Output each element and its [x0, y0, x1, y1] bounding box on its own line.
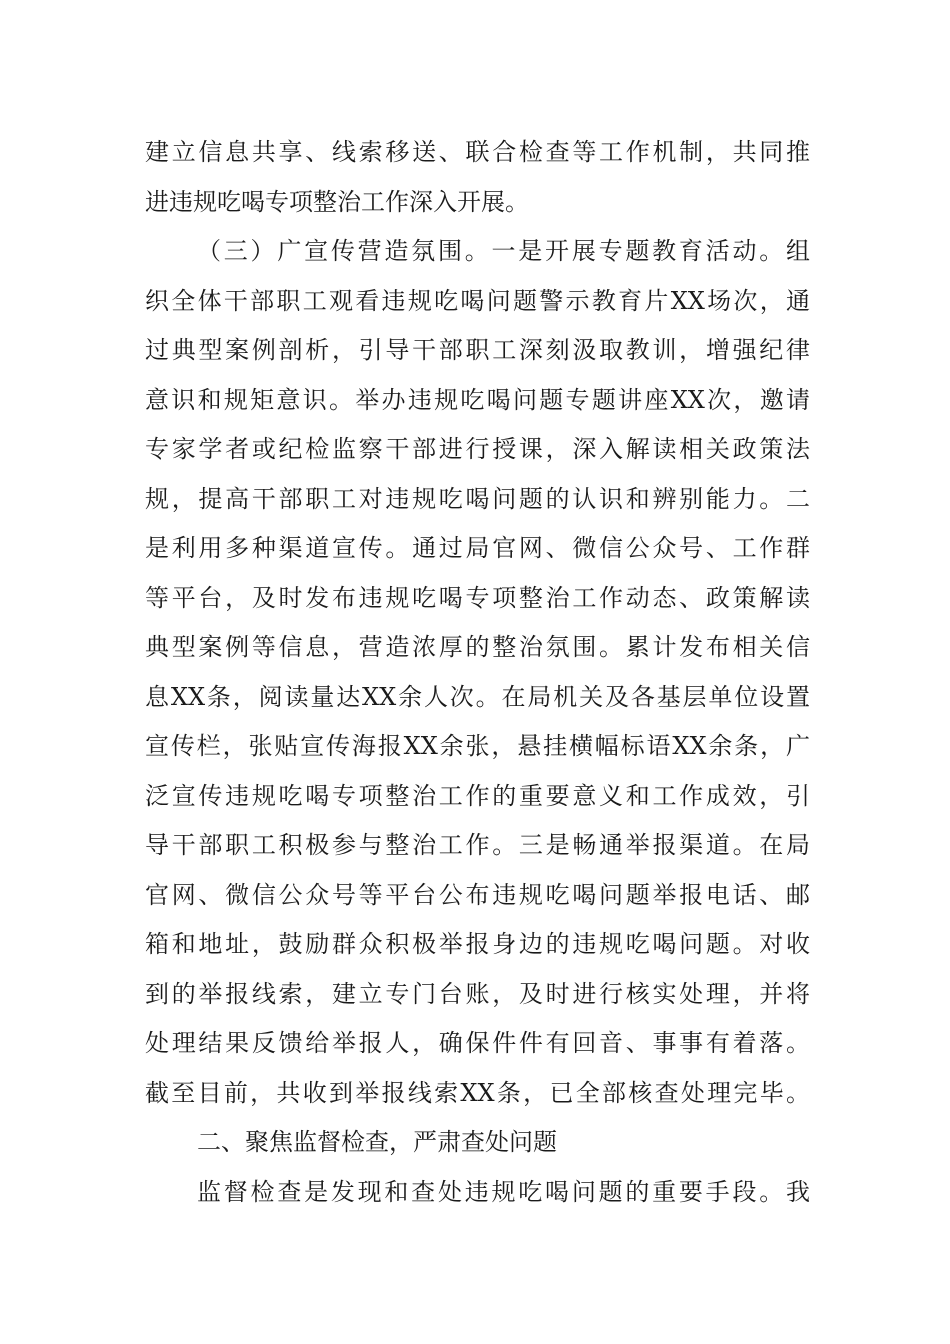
text-line-4: 织全体干部职工观看违规吃喝问题警示教育片XX场次，通: [145, 286, 810, 315]
text-line-14: 泛宣传违规吃喝专项整治工作的重要意义和工作成效，引: [145, 781, 810, 810]
text-line-12: 息XX条，阅读量达XX余人次。在局机关及各基层单位设置: [145, 682, 810, 711]
text-line-15: 导干部职工积极参与整治工作。三是畅通举报渠道。在局: [145, 831, 810, 859]
section-heading: 二、聚焦监督检查，严肃查处问题: [197, 1128, 557, 1156]
text-line-18: 到的举报线索，建立专门台账，及时进行核实处理，并将: [145, 979, 810, 1008]
text-line-16: 官网、微信公众号等平台公布违规吃喝问题举报电话、邮: [145, 880, 810, 909]
text-line-3: （三）广宣传营造氛围。一是开展专题教育活动。组: [197, 237, 810, 265]
text-line-7: 专家学者或纪检监察干部进行授课，深入解读相关政策法: [145, 435, 810, 463]
text-line-1: 建立信息共享、线索移送、联合检查等工作机制，共同推: [145, 138, 810, 166]
text-line-11: 典型案例等信息，营造浓厚的整治氛围。累计发布相关信: [145, 633, 810, 661]
text-line-6: 意识和规矩意识。举办违规吃喝问题专题讲座XX次，邀请: [145, 385, 810, 414]
text-line-9: 是利用多种渠道宣传。通过局官网、微信公众号、工作群: [145, 534, 810, 562]
text-line-5: 过典型案例剖析，引导干部职工深刻汲取教训，增强纪律: [145, 336, 810, 364]
text-line-13: 宣传栏，张贴宣传海报XX余张，悬挂横幅标语XX余条，广: [145, 732, 810, 760]
text-line-22: 监督检查是发现和查处违规吃喝问题的重要手段。我: [197, 1177, 810, 1206]
body-text: [145, 128, 810, 1217]
text-line-10: 等平台，及时发布违规吃喝专项整治工作动态、政策解读: [145, 583, 810, 612]
text-line-20: 截至目前，共收到举报线索XX条，已全部核查处理完毕。: [145, 1078, 810, 1107]
text-line-19: 处理结果反馈给举报人，确保件件有回音、事事有着落。: [145, 1029, 810, 1057]
text-line-17: 箱和地址，鼓励群众积极举报身边的违规吃喝问题。对收: [145, 930, 810, 958]
text-line-2: 进违规吃喝专项整治工作深入开展。: [145, 187, 529, 216]
text-line-8: 规，提高干部职工对违规吃喝问题的认识和辨别能力。二: [145, 484, 810, 513]
